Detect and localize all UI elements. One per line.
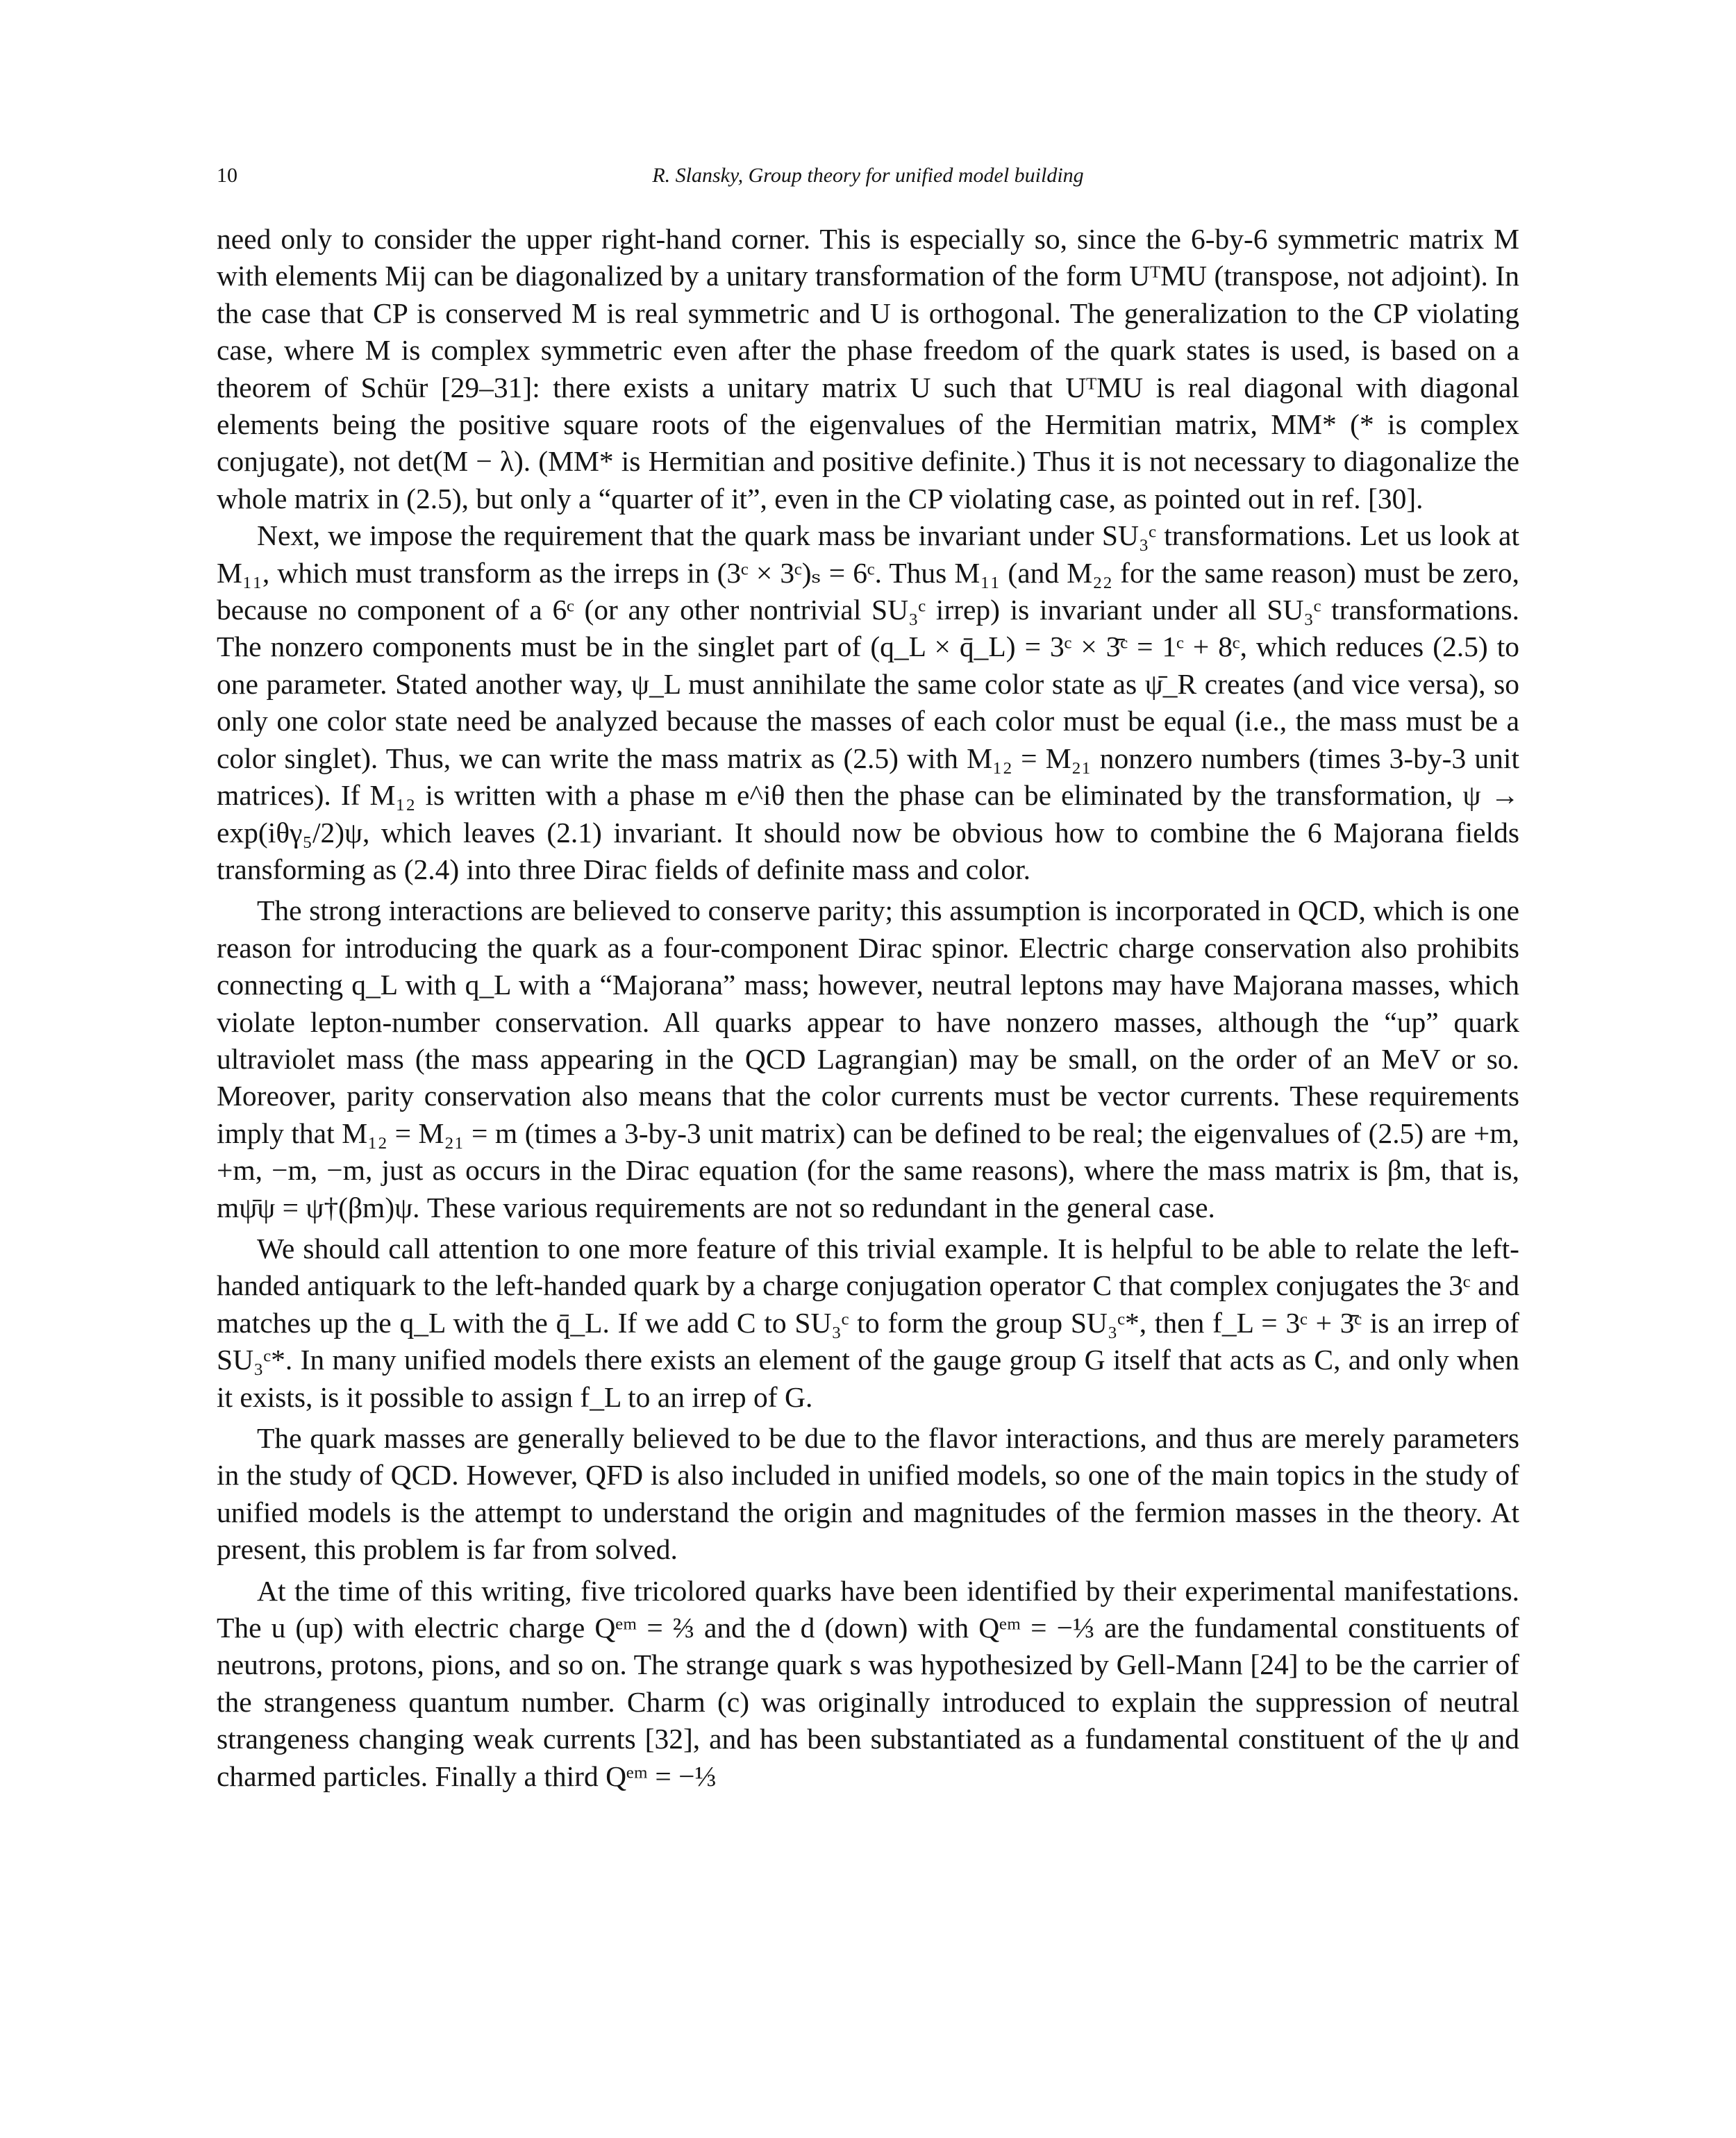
page-header: [217, 160, 1519, 201]
paragraph-3: The strong interactions are believed to conserve parity; this assumption is incorporated in QCD, which is one reason for introducing the quark as a four-component Dirac spinor. Electric charge conservation also prohibits connecting q_L with q_L with a “Majorana” mass; however, neutral leptons may have Majorana masses, which violate lepton-number conservation. All quarks appear to have nonzero masses, although the “up” quark ultraviolet mass (the mass appearing in the QCD Lagrangian) may be small, on the order of an MeV or so. Moreover, parity conservation also means that the color currents must be vector currents. These requirements imply that M₁₂ = M₂₁ = m (times a 3-by-3 unit matrix) can be defined to be real; the eigenvalues of (2.5) are +m, +m, −m, −m, just as occurs in the Dirac equation (for the same reasons), where the mass matrix is βm, that is, mψ̄ψ = ψ†(βm)ψ. These various requirements are not so redundant in the general case.: [217, 894, 1519, 1223]
paragraph-4: We should call attention to one more feature of this trivial example. It is helpful to be able to relate the left-handed antiquark to the left-handed quark by a charge conjugation operator C that complex conjugates the 3ᶜ and matches up the q_L with the q̄_L. If we add C to SU₃ᶜ to form the group SU₃ᶜ*, then f_L = 3ᶜ + 3̄ᶜ is an irrep of SU₃ᶜ*. In many unified models there exists an element of the gauge group G itself that acts as C, and only when it exists, is it possible to assign f_L to an irrep of G.: [217, 1232, 1519, 1413]
paragraph-5: The quark masses are generally believed to be due to the flavor interactions, and thus are merely parameters in the study of QCD. However, QFD is also included in unified models, so one of the main topics in the study of unified models is the attempt to understand the origin and magnitudes of the fermion masses in the theory. At present, this problem is far from solved.: [217, 1422, 1519, 1566]
body-text: [217, 221, 1519, 1795]
paragraph-2: Next, we impose the requirement that the quark mass be invariant under SU₃ᶜ transformations. Let us look at M₁₁, which must transform as the irreps in (3ᶜ × 3ᶜ)ₛ = 6ᶜ. Thus M₁₁ (and M₂₂ for the same reason) must be zero, because no component of a 6ᶜ (or any other nontrivial SU₃ᶜ irrep) is invariant under all SU₃ᶜ transformations. The nonzero components must be in the singlet part of (q_L × q̄_L) = 3ᶜ × 3̄ᶜ = 1ᶜ + 8ᶜ, which reduces (2.5) to one parameter. Stated another way, ψ_L must annihilate the same color state as ψ̄_R creates (and vice versa), so only one color state need be analyzed because the masses of each color must be equal (i.e., the mass must be a color singlet). Thus, we can write the mass matrix as (2.5) with M₁₂ = M₂₁ nonzero numbers (times 3-by-3 unit matrices). If M₁₂ is written with a phase m e^iθ then the phase can be eliminated by the transformation, ψ → exp(iθγ₅/2)ψ, which leaves (2.1) invariant. It should now be obvious how to combine the 6 Majorana fields transforming as (2.4) into three Dirac fields of definite mass and color.: [217, 519, 1519, 885]
paragraph-6: At the time of this writing, five tricolored quarks have been identified by their experimental manifestations. The u (up) with electric charge Qᵉᵐ = ⅔ and the d (down) with Qᵉᵐ = −⅓ are the fundamental constituents of neutrons, protons, pions, and so on. The strange quark s was hypothesized by Gell-Mann [24] to be the carrier of the strangeness quantum number. Charm (c) was originally introduced to explain the suppression of neutral strangeness changing weak currents [32], and has been substantiated as a fundamental constituent of the ψ and charmed particles. Finally a third Qᵉᵐ = −⅓: [217, 1574, 1519, 1792]
paragraph-1: need only to consider the upper right-hand corner. This is especially so, since the 6-by-6 symmetric matrix M with elements Mij can be diagonalized by a unitary transformation of the form UᵀMU (transpose, not adjoint). In the case that CP is conserved M is real symmetric and U is orthogonal. The generalization to the CP violating case, where M is complex symmetric even after the phase freedom of the quark states is used, is based on a theorem of Schür [29–31]: there exists a unitary matrix U such that UᵀMU is real diagonal with diagonal elements being the positive square roots of the eigenvalues of the Hermitian matrix, MM* (* is complex conjugate), not det(M − λ). (MM* is Hermitian and positive definite.) Thus it is not necessary to diagonalize the whole matrix in (2.5), but only a “quarter of it”, even in the CP violating case, as pointed out in ref. [30].: [217, 223, 1519, 515]
page-number: 10: [217, 164, 237, 187]
running-title: R. Slansky, Group theory for unified model building: [652, 164, 1084, 187]
